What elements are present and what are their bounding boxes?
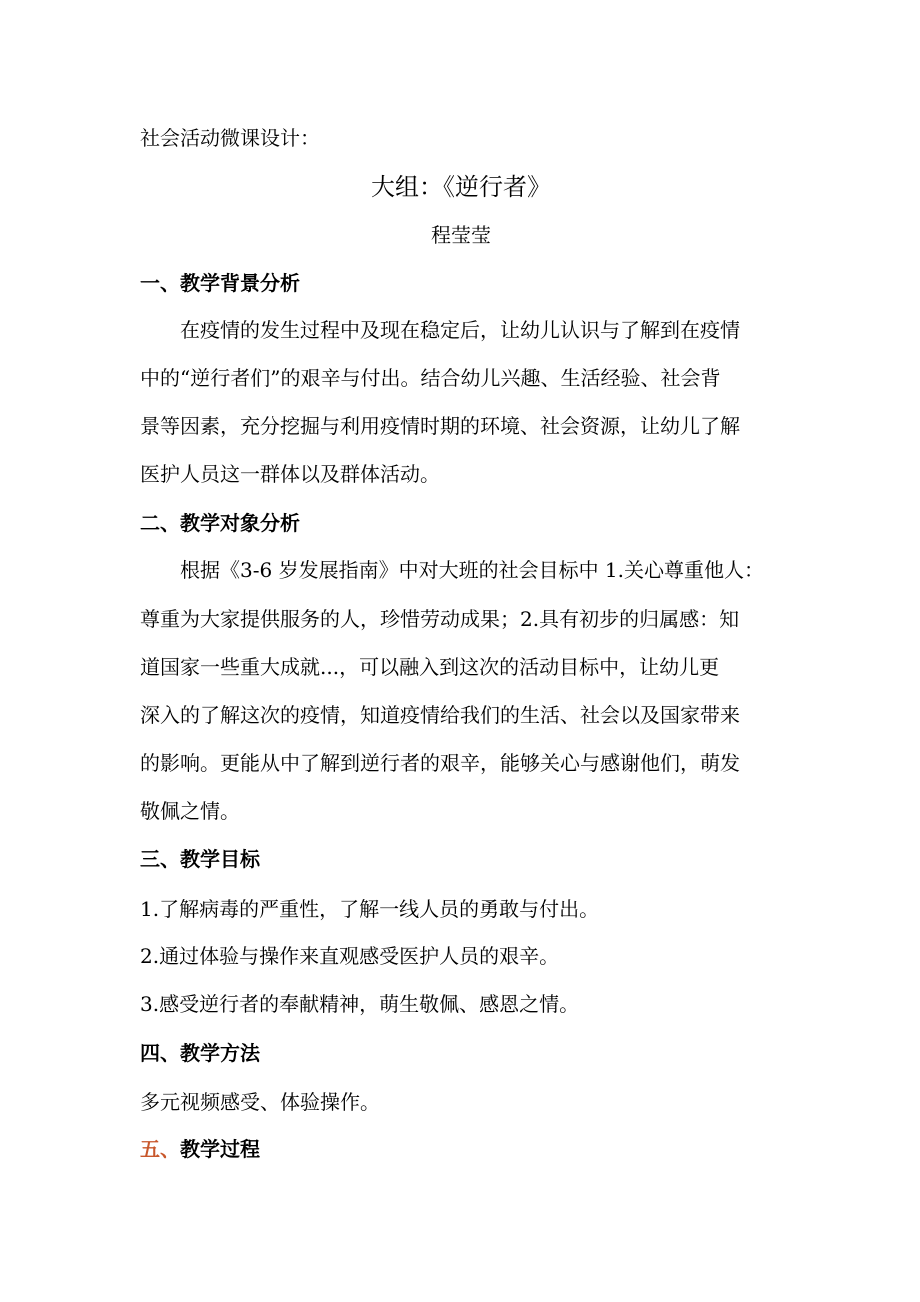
paragraph-line: 敬佩之情。	[140, 799, 240, 823]
section-heading-process	[140, 1136, 260, 1162]
intro-line: 社会活动微课设计：	[140, 126, 320, 150]
paragraph-line: 景等因素，充分挖掘与利用疫情时期的环境、社会资源，让幼儿了解	[140, 414, 740, 438]
paragraph-line: 在疫情的发生过程中及现在稳定后，让幼儿认识与了解到在疫情	[180, 318, 740, 342]
goal-item: 1.了解病毒的严重性，了解一线人员的勇敢与付出。	[140, 897, 600, 921]
paragraph-line: 根据《3-6 岁发展指南》中对大班的社会目标中 1.关心尊重他人：	[180, 558, 765, 582]
section-heading-label: 教学过程	[180, 1137, 260, 1161]
goal-item: 3.感受逆行者的奉献精神，萌生敬佩、感恩之情。	[140, 992, 580, 1016]
section-heading-goals: 三、教学目标	[140, 847, 260, 871]
author-name: 程莹莹	[431, 223, 491, 247]
paragraph-line: 中的“逆行者们”的艰辛与付出。结合幼儿兴趣、生活经验、社会背	[140, 366, 721, 390]
document-title: 大组：《逆行者》	[371, 173, 551, 201]
section-heading-methods: 四、教学方法	[140, 1041, 260, 1065]
paragraph-line: 的影响。更能从中了解到逆行者的艰辛，能够关心与感谢他们，萌发	[140, 751, 740, 775]
goal-item: 2.通过体验与操作来直观感受医护人员的艰辛。	[140, 944, 560, 968]
section-heading-background: 一、教学背景分析	[140, 271, 300, 295]
section-number: 五、	[140, 1137, 180, 1161]
section-heading-subject: 二、教学对象分析	[140, 511, 300, 535]
paragraph-line: 道国家一些重大成就...，可以融入到这次的活动目标中，让幼儿更	[140, 655, 720, 679]
methods-text: 多元视频感受、体验操作。	[140, 1090, 380, 1114]
paragraph-line: 医护人员这一群体以及群体活动。	[140, 462, 440, 486]
paragraph-line: 尊重为大家提供服务的人，珍惜劳动成果；2.具有初步的归属感：知	[140, 607, 740, 631]
paragraph-line: 深入的了解这次的疫情，知道疫情给我们的生活、社会以及国家带来	[140, 703, 740, 727]
